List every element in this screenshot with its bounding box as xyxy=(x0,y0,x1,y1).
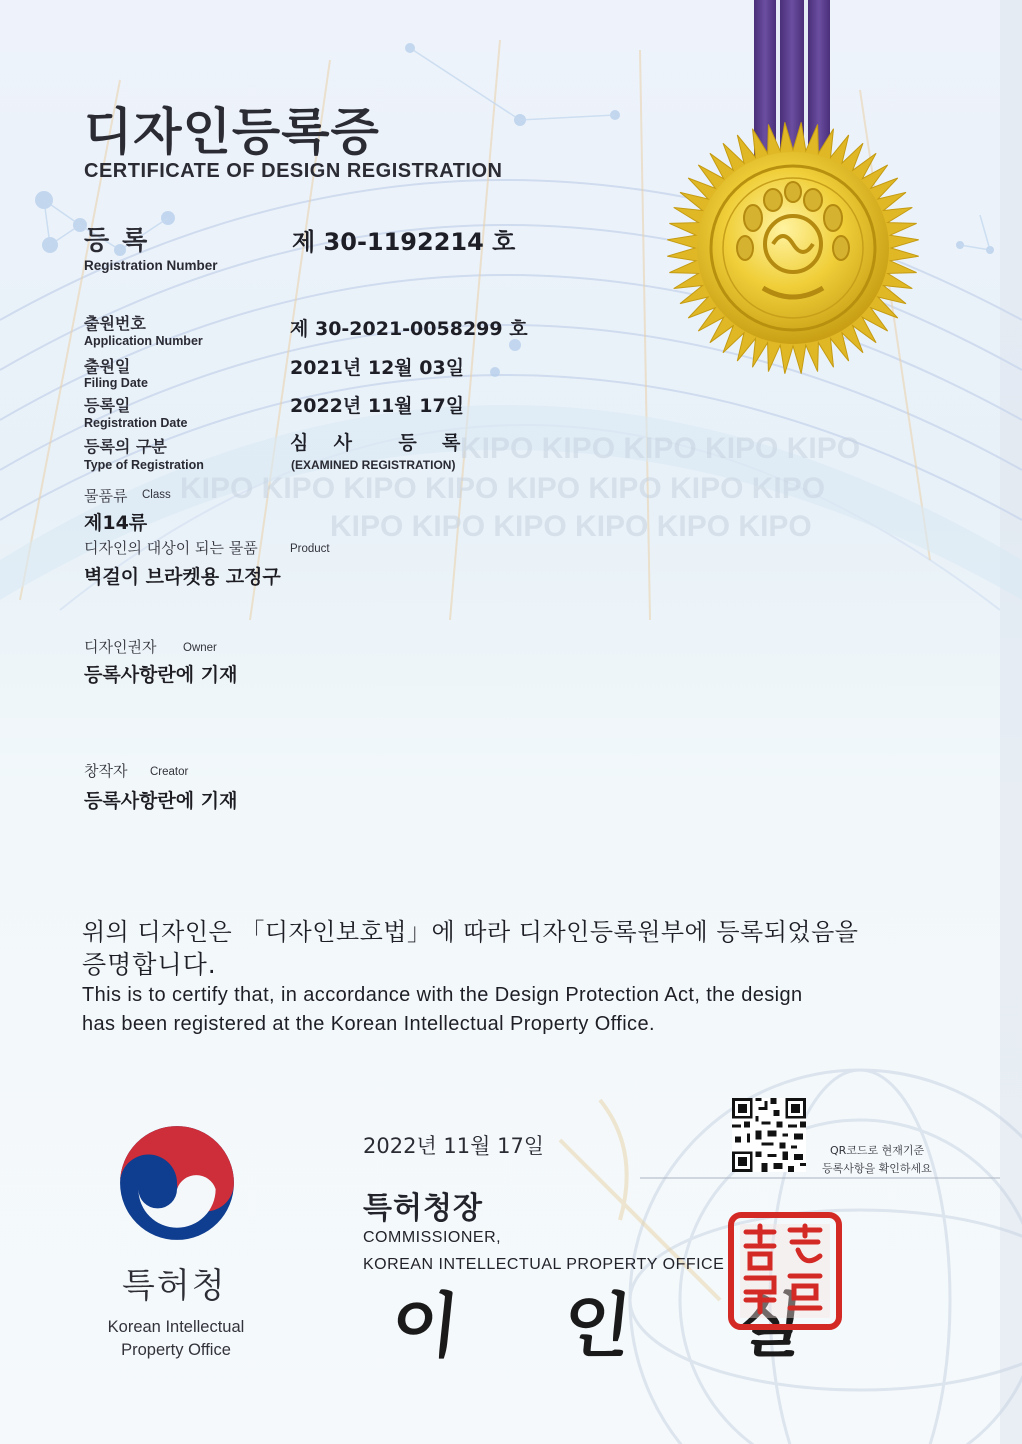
registration-date-label-ko: 등록일 xyxy=(84,396,131,415)
issue-date: 2022년 11월 17일 xyxy=(363,1134,545,1158)
application-number-label-ko: 출원번호 xyxy=(84,314,146,333)
registration-type-label-ko: 등록의 구분 xyxy=(84,437,167,456)
registration-number-value: 제 30-1192214 호 xyxy=(292,228,516,256)
filing-date-label-ko: 출원일 xyxy=(84,357,131,376)
registration-label-ko: 등 록 xyxy=(84,226,150,256)
registration-type-value-en: (EXAMINED REGISTRATION) xyxy=(291,458,456,472)
qr-note-line1: QR코드로 현재기준 xyxy=(830,1144,925,1157)
qr-note-line2: 등록사항을 확인하세요 xyxy=(822,1162,932,1175)
creator-label-en: Creator xyxy=(150,766,189,778)
registration-label-en: Registration Number xyxy=(84,258,218,273)
creator-label-ko: 창작자 xyxy=(84,762,128,780)
qr-code[interactable] xyxy=(732,1098,806,1172)
class-label-ko: 물품류 xyxy=(84,487,128,505)
creator-value: 등록사항란에 기재 xyxy=(84,790,238,812)
registration-type-value: 심 사 등 록 xyxy=(290,432,465,454)
official-red-seal xyxy=(728,1212,842,1330)
kipo-name-en-line2: Property Office xyxy=(121,1341,231,1359)
class-value: 제14류 xyxy=(84,512,148,534)
statement-en-line1: This is to certify that, in accordance with the Design Protection Act, the design xyxy=(82,984,803,1006)
kipo-taegeuk-logo xyxy=(116,1122,238,1244)
kipo-name-en-line1: Korean Intellectual xyxy=(107,1318,245,1336)
svg-text:KIPO KIPO KIPO KIPO KIPO KIPO: KIPO KIPO KIPO KIPO KIPO KIPO KIPO KIPO xyxy=(180,472,826,505)
product-label-ko: 디자인의 대상이 되는 물품 xyxy=(84,539,258,557)
statement-ko-line2: 증명합니다. xyxy=(82,950,217,979)
application-number-label-en: Application Number xyxy=(84,334,203,348)
statement-ko-line1: 위의 디자인은 「디자인보호법」에 따라 디자인등록원부에 등록되었음을 xyxy=(82,918,859,946)
svg-text:KIPO KIPO KIPO KIPO KIPO KIPO: KIPO KIPO KIPO KIPO KIPO KIPO xyxy=(330,510,812,543)
class-label-en: Class xyxy=(142,489,171,501)
product-label-en: Product xyxy=(290,543,330,555)
filing-date-label-en: Filing Date xyxy=(84,376,148,390)
statement-en-line2: has been registered at the Korean Intellectual Property Office. xyxy=(82,1013,655,1035)
svg-text:KIPO KIPO KIPO KIPO KIPO: KIPO KIPO KIPO KIPO KIPO xyxy=(460,432,861,465)
commissioner-title-en-line1: COMMISSIONER, xyxy=(363,1229,502,1246)
filing-date-value: 2021년 12월 03일 xyxy=(290,357,465,379)
gold-seal-emblem xyxy=(665,120,921,376)
commissioner-title-en-line2: KOREAN INTELLECTUAL PROPERTY OFFICE xyxy=(363,1256,725,1273)
application-number-value: 제 30-2021-0058299 호 xyxy=(290,318,528,340)
registration-date-label-en: Registration Date xyxy=(84,416,188,430)
certificate-title-en: CERTIFICATE OF DESIGN REGISTRATION xyxy=(84,160,503,182)
product-value: 벽걸이 브라켓용 고정구 xyxy=(84,566,281,588)
owner-label-ko: 디자인권자 xyxy=(84,638,157,656)
kipo-name-ko: 특허청 xyxy=(122,1266,227,1306)
owner-value: 등록사항란에 기재 xyxy=(84,664,238,686)
owner-label-en: Owner xyxy=(183,642,217,654)
certificate-title-ko: 디자인등록증 xyxy=(84,103,380,161)
registration-type-label-en: Type of Registration xyxy=(84,458,204,472)
registration-date-value: 2022년 11월 17일 xyxy=(290,395,465,417)
commissioner-signature: 이 인 실 xyxy=(387,1284,848,1367)
commissioner-title-ko: 특허청장 xyxy=(363,1191,483,1226)
